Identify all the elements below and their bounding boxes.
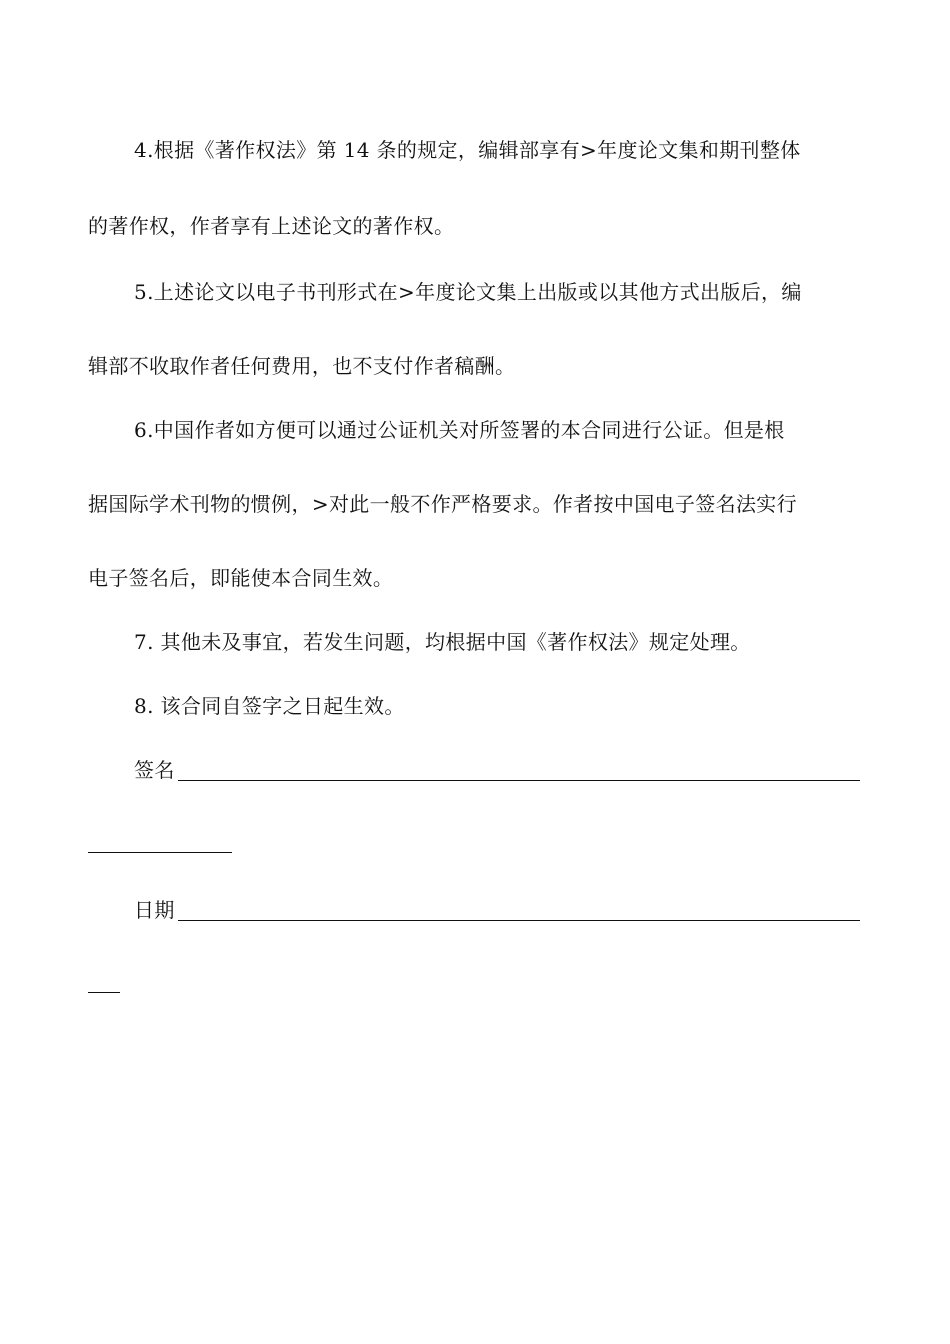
clause-5-line-2: 辑部不收取作者任何费用，也不支付作者稿酬。	[88, 354, 516, 378]
date-line[interactable]	[178, 920, 860, 921]
date-label: 日期	[134, 898, 175, 922]
clause-5-line-1: 5.上述论文以电子书刊形式在>年度论文集上出版或以其他方式出版后，编	[134, 280, 802, 304]
clause-4-line-2: 的著作权，作者享有上述论文的著作权。	[88, 214, 455, 238]
clause-6-line-2: 据国际学术刊物的惯例，>对此一般不作严格要求。作者按中国电子签名法实行	[88, 492, 798, 516]
clause-4-line-1: 4.根据《著作权法》第 14 条的规定，编辑部享有>年度论文集和期刊整体	[134, 138, 801, 162]
signature-line-continued[interactable]	[88, 852, 232, 853]
clause-6-line-3: 电子签名后，即能使本合同生效。	[88, 566, 394, 590]
clause-8-line: 8. 该合同自签字之日起生效。	[134, 694, 405, 718]
date-line-continued[interactable]	[88, 992, 120, 993]
clause-7-line: 7. 其他未及事宜，若发生问题，均根据中国《著作权法》规定处理。	[134, 630, 751, 654]
clause-6-line-1: 6.中国作者如方便可以通过公证机关对所签署的本合同进行公证。但是根	[134, 418, 785, 442]
signature-label: 签名	[134, 758, 175, 782]
signature-line[interactable]	[178, 780, 860, 781]
